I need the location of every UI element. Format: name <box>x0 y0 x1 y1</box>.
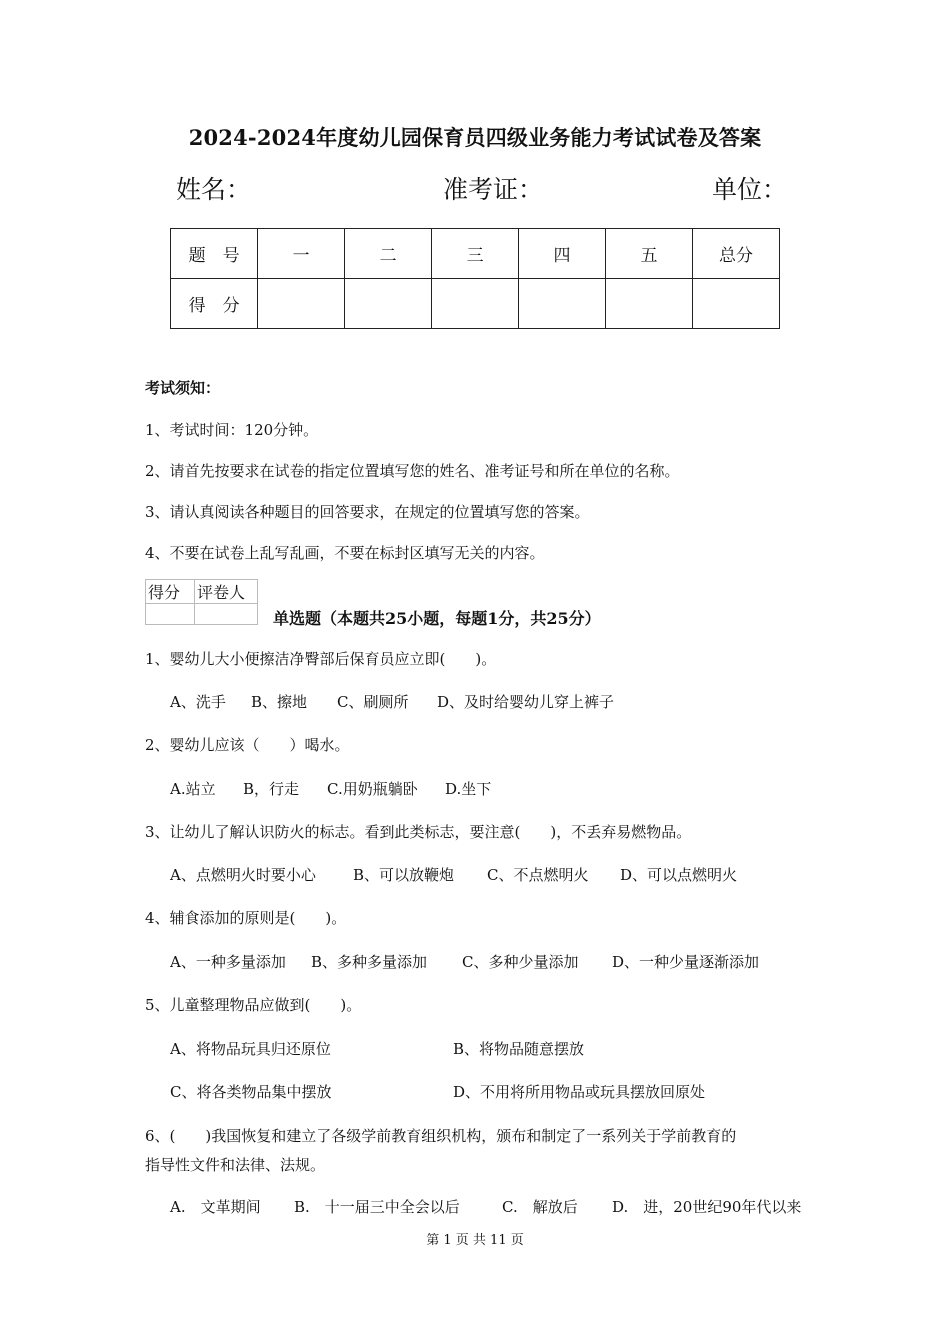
question-option: C、不点燃明火 <box>487 866 589 884</box>
question-option: B、擦地 <box>251 693 308 711</box>
question-option: D. 进，20世纪90年代以来 <box>612 1198 802 1216</box>
score-table-header-3: 三 <box>432 229 519 279</box>
question-option: A、将物品玩具归还原位 <box>170 1040 331 1058</box>
score-table-header-2: 二 <box>345 229 432 279</box>
question-stem: 5、儿童整理物品应做到( )。 <box>145 996 362 1014</box>
question-stem-continuation: 指导性文件和法律、法规。 <box>145 1156 326 1174</box>
question-stem: 6、( )我国恢复和建立了各级学前教育组织机构，颁布和制定了一系列关于学前教育的 <box>145 1127 737 1145</box>
question-option: A、一种多量添加 <box>170 953 286 971</box>
score-table-header-4: 四 <box>519 229 606 279</box>
question-stem: 2、婴幼儿应该（ ）喝水。 <box>145 736 350 754</box>
question-option: B、将物品随意摆放 <box>453 1040 585 1058</box>
grader-box <box>145 579 258 625</box>
score-table-header-total: 总分 <box>692 229 779 279</box>
score-cell-5 <box>606 279 693 329</box>
question-option: A、点燃明火时要小心 <box>170 866 316 884</box>
notice-item: 1、考试时间：120分钟。 <box>145 421 319 439</box>
question-option: B. 十一届三中全会以后 <box>294 1198 460 1216</box>
score-table-header-row <box>171 229 780 279</box>
score-cell-4 <box>519 279 606 329</box>
grader-box-score-cell <box>146 604 195 625</box>
notice-item: 3、请认真阅读各种题目的回答要求，在规定的位置填写您的答案。 <box>145 503 590 521</box>
score-cell-2 <box>345 279 432 329</box>
grader-box-score-label: 得分 <box>146 580 195 604</box>
notice-item: 4、不要在试卷上乱写乱画，不要在标封区填写无关的内容。 <box>145 544 545 562</box>
exam-id-field-label: 准考证： <box>443 175 544 204</box>
notice-item: 2、请首先按要求在试卷的指定位置填写您的姓名、准考证号和所在单位的名称。 <box>145 462 680 480</box>
notice-heading: 考试须知： <box>145 379 221 397</box>
question-option: C、刷厕所 <box>337 693 409 711</box>
question-option: D、一种少量逐渐添加 <box>612 953 760 971</box>
question-option: D、可以点燃明火 <box>620 866 738 884</box>
question-option: B、多种多量添加 <box>311 953 428 971</box>
page-footer: 第 1 页 共 11 页 <box>426 1233 524 1248</box>
name-field-label: 姓名： <box>176 175 252 204</box>
question-option: D、及时给婴幼儿穿上裤子 <box>437 693 615 711</box>
question-option: B、可以放鞭炮 <box>353 866 455 884</box>
question-option: C、多种少量添加 <box>462 953 579 971</box>
grader-box-grader-label: 评卷人 <box>195 580 258 604</box>
score-cell-3 <box>432 279 519 329</box>
question-option: D、不用将所用物品或玩具摆放回原处 <box>453 1083 706 1101</box>
exam-title: 2024-2024年度幼儿园保育员四级业务能力考试试卷及答案 <box>188 125 762 150</box>
question-option: D.坐下 <box>445 780 492 798</box>
score-table <box>170 228 780 329</box>
question-option: C、将各类物品集中摆放 <box>170 1083 332 1101</box>
score-cell-total <box>692 279 779 329</box>
question-stem: 4、辅食添加的原则是( )。 <box>145 909 347 927</box>
score-table-score-row <box>171 279 780 329</box>
question-option: C. 解放后 <box>502 1198 578 1216</box>
score-table-header-1: 一 <box>258 229 345 279</box>
section-title: 单选题（本题共25小题，每题1分，共25分） <box>273 609 601 628</box>
grader-box-grader-cell <box>195 604 258 625</box>
score-cell-1 <box>258 279 345 329</box>
question-option: A、洗手 <box>170 693 226 711</box>
score-table-header-label: 题 号 <box>171 229 258 279</box>
question-option: A. 文革期间 <box>170 1198 261 1216</box>
unit-field-label: 单位： <box>712 175 788 204</box>
question-stem: 3、让幼儿了解认识防火的标志。看到此类标志，要注意( )，不丢弃易燃物品。 <box>145 823 692 841</box>
score-table-header-5: 五 <box>606 229 693 279</box>
question-option: B，行走 <box>243 780 300 798</box>
question-option: C.用奶瓶躺卧 <box>327 780 418 798</box>
question-option: A.站立 <box>170 780 216 798</box>
question-stem: 1、婴幼儿大小便擦洁净臀部后保育员应立即( )。 <box>145 650 497 668</box>
score-table-row-label: 得 分 <box>171 279 258 329</box>
